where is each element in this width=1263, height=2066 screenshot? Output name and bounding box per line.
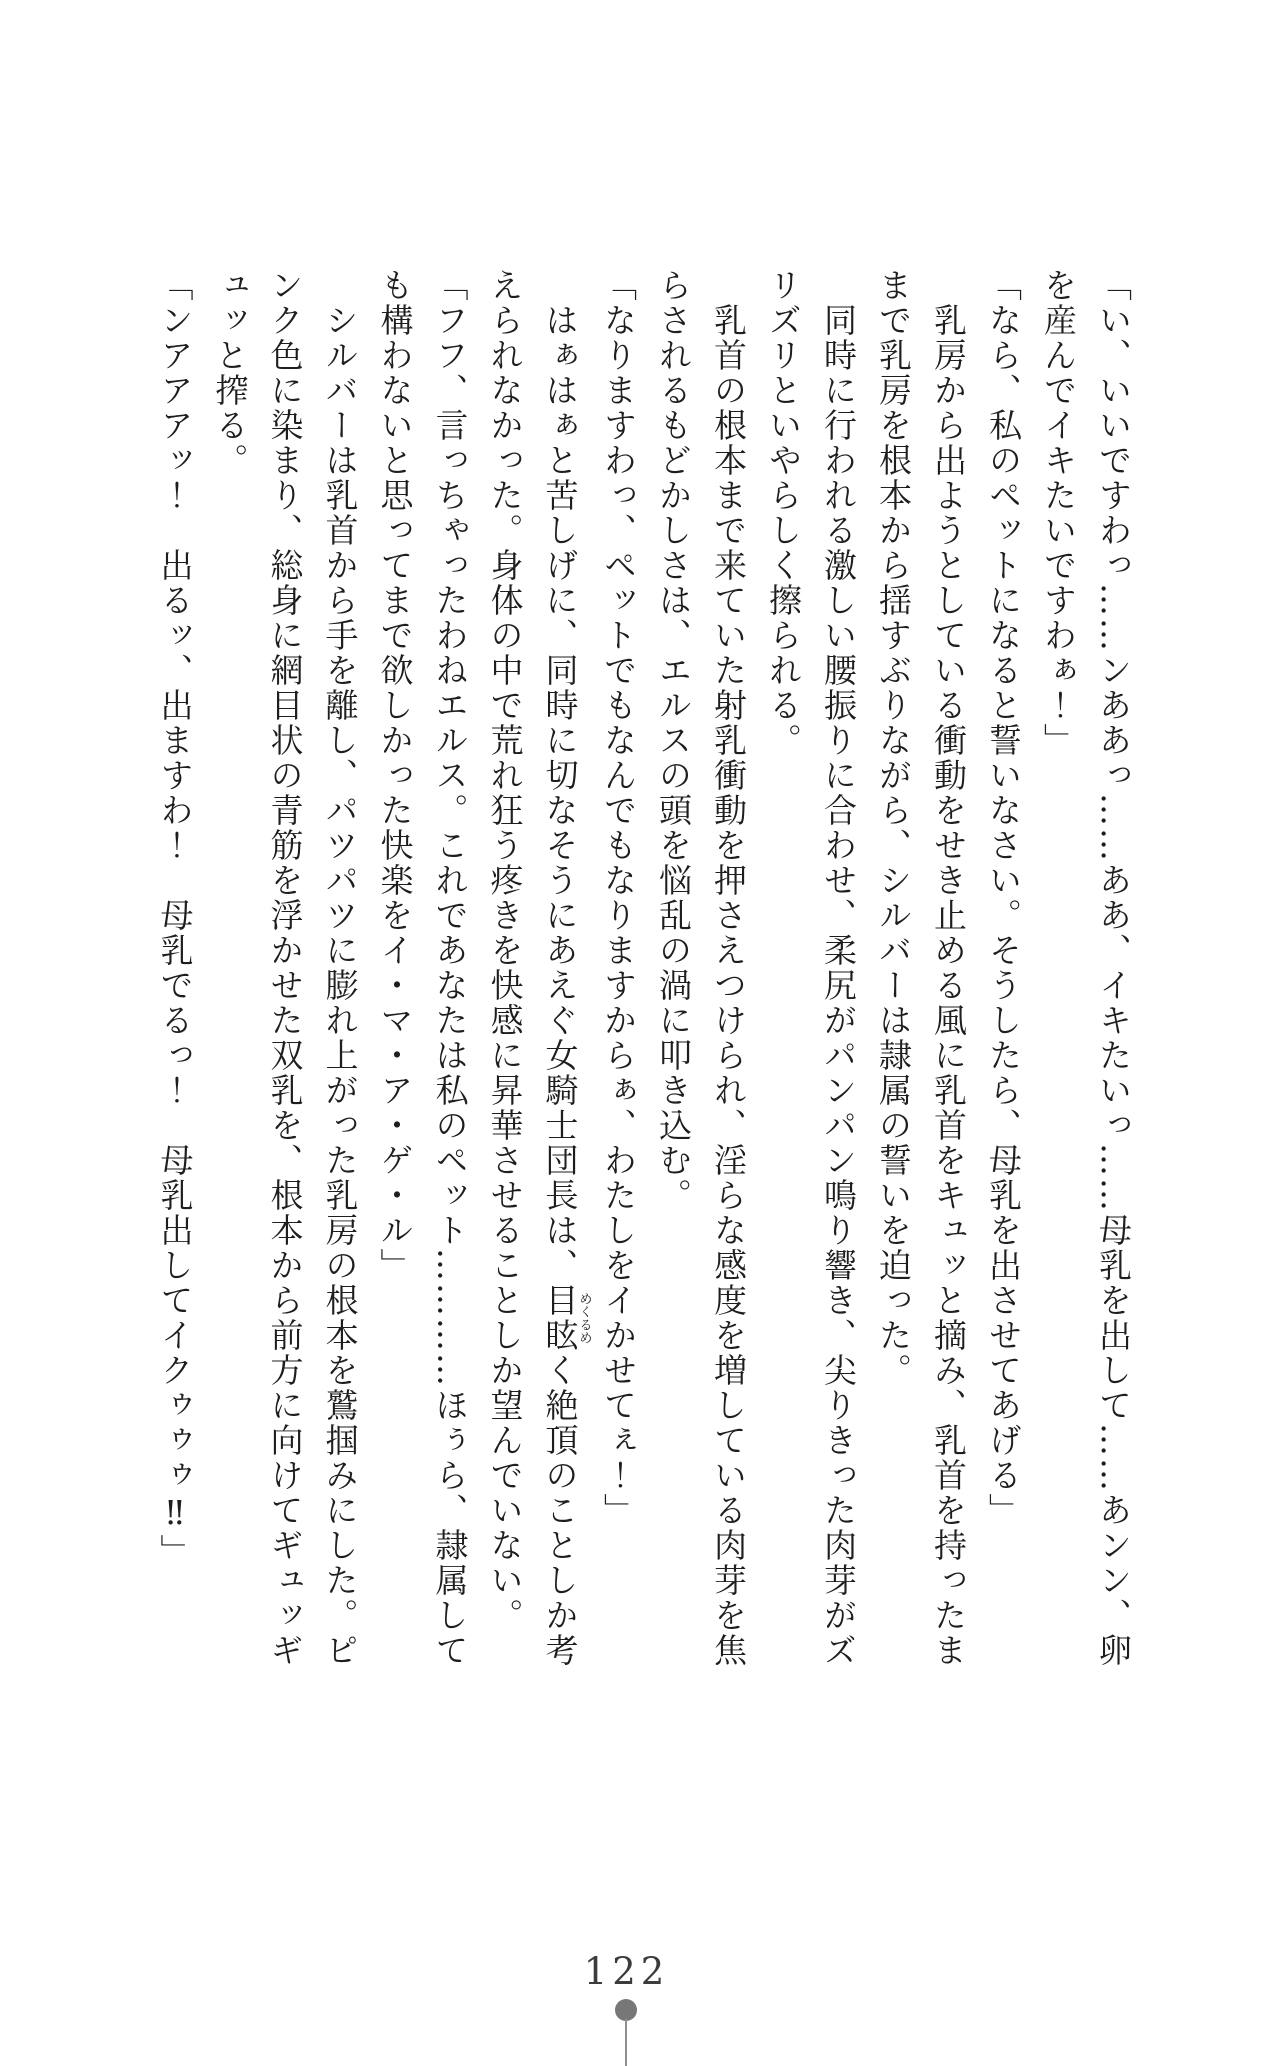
ruby-annotated-word: 目眩めくるめ — [540, 1283, 592, 1353]
text-block — [148, 268, 1142, 1668]
text-line: 乳房から出ようとしている衝動をせき止める風に乳首をキュッと摘み、乳首を持ったま — [929, 303, 968, 1668]
footer-rule-line — [625, 2019, 627, 2066]
furigana: めくるめ — [576, 1283, 592, 1353]
text-line: リズリといやらしく擦られる。 — [764, 268, 803, 758]
text-line: まで乳房を根本から揺すぶりながら、シルバーは隷属の誓いを迫った。 — [874, 268, 913, 1388]
text-line: シルバーは乳首から手を離し、パツパツに膨れ上がった乳房の根本を鷲掴みにした。ピ — [320, 303, 360, 1668]
page-number: 122 — [583, 1950, 670, 1993]
text-line: も構わないと思ってまで欲しかった快楽をイ・マ・ア・ゲ・ル」 — [375, 268, 415, 1283]
footer-dot-icon — [615, 1999, 637, 2021]
text-line: 同時に行われる激しい腰振りに合わせ、柔尻がパンパン鳴り響き、尖りきった肉芽がズ — [819, 303, 858, 1668]
text-line: 「なりますわっ、ペットでもなんでもなりますからぁ、わたしをイかせてぇ！」 — [599, 268, 638, 1528]
text-line: 「フフ、言っちゃったわねエルス。これであなたは私のペット…………ほぅら、隷属して — [430, 268, 470, 1668]
text-line: を産んでイキたいですわぁ！」 — [1039, 268, 1078, 758]
text-line: ュッと搾る。 — [210, 268, 250, 478]
text-line: えられなかった。身体の中で荒れ狂う疼きを快感に昇華させることしか望んでいない。 — [485, 268, 525, 1633]
text-line: ンク色に染まり、総身に網目状の青筋を浮かせた双乳を、根本から前方に向けてギュッギ — [265, 268, 305, 1668]
text-line: 「い、いいですわっ……ンああっ……ああ、イキたいっ……母乳を出して……あンン、卵 — [1094, 268, 1133, 1668]
text-line: らされるもどかしさは、エルスの頭を悩乱の渦に叩き込む。 — [654, 268, 693, 1213]
text-line: 「ンアアアッ！ 出るッ、出ますわ！ 母乳でるっ！ 母乳出してイクゥゥゥ‼」 — [155, 268, 195, 1569]
text-line: 「なら、私のペットになると誓いなさい。そうしたら、母乳を出させてあげる」 — [984, 268, 1023, 1528]
text-line: 乳首の根本まで来ていた射乳衝動を押さえつけられ、淫らな感度を増している肉芽を焦 — [709, 303, 748, 1668]
text-line: はぁはぁと苦しげに、同時に切なそうにあえぐ女騎士団長は、目眩めくるめく絶頂のことしか考 — [540, 303, 592, 1668]
